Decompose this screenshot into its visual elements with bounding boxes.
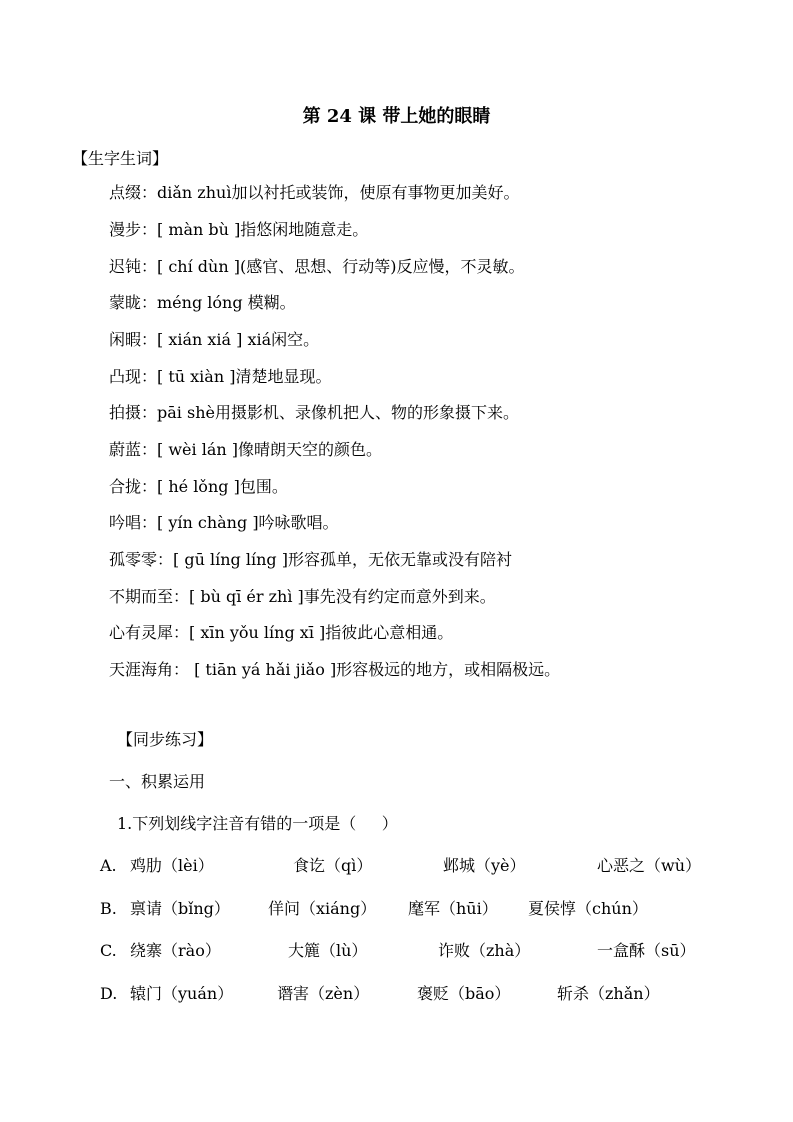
option-item: 诈败（zhà） bbox=[438, 941, 531, 960]
vocab-item: 闲暇：[ xián xiá ] xiá闲空。 bbox=[109, 330, 320, 349]
vocab-item: 孤零零：[ gū líng líng ]形容孤单，无依无靠或没有陪衬 bbox=[109, 550, 512, 569]
option-row-a bbox=[100, 855, 740, 877]
vocab-item: 点缀：diǎn zhuì加以衬托或装饰，使原有事物更加美好。 bbox=[109, 183, 520, 202]
option-item: 斩杀（zhǎn） bbox=[557, 984, 660, 1003]
option-item: 邺城（yè） bbox=[443, 856, 526, 875]
option-item: 绕寨（rào） bbox=[130, 941, 221, 960]
section-heading: 一、积累运用 bbox=[109, 772, 206, 791]
question-text: 1.下列划线字注音有错的一项是（ ） bbox=[117, 814, 398, 833]
vocab-item: 凸现：[ tū xiàn ]清楚地显现。 bbox=[109, 367, 332, 386]
vocab-item: 蔚蓝：[ wèi lán ]像晴朗天空的颜色。 bbox=[109, 440, 382, 459]
page-title: 第 24 课 带上她的眼睛 bbox=[302, 106, 491, 127]
option-item: 大簏（lù） bbox=[288, 941, 368, 960]
option-item: 褒贬（bāo） bbox=[417, 984, 511, 1003]
option-item: 夏侯惇（chún） bbox=[528, 899, 648, 918]
option-item: 佯问（xiáng） bbox=[268, 899, 377, 918]
vocab-item: 拍摄：pāi shè用摄影机、录像机把人、物的形象摄下来。 bbox=[109, 403, 519, 422]
option-item: 谮害（zèn） bbox=[277, 984, 370, 1003]
option-label: B. bbox=[100, 899, 117, 918]
option-item: 辕门（yuán） bbox=[130, 984, 234, 1003]
vocab-heading: 【生字生词】 bbox=[72, 149, 169, 168]
vocab-item: 不期而至：[ bù qī ér zhì ]事先没有约定而意外到来。 bbox=[109, 587, 496, 606]
option-item: 禀请（bǐng） bbox=[130, 899, 230, 918]
option-row-b bbox=[100, 898, 740, 920]
vocab-item: 心有灵犀：[ xīn yǒu líng xī ]指彼此心意相通。 bbox=[109, 623, 454, 642]
vocab-item: 蒙眬：méng lóng 模糊。 bbox=[109, 293, 296, 312]
vocab-item: 吟唱：[ yín chàng ]吟咏歌唱。 bbox=[109, 513, 339, 532]
vocab-item: 漫步：[ màn bù ]指悠闲地随意走。 bbox=[109, 220, 369, 239]
practice-heading: 【同步练习】 bbox=[117, 730, 214, 749]
option-label: A. bbox=[100, 856, 117, 875]
option-label: D. bbox=[100, 984, 118, 1003]
option-item: 鸡肋（lèi） bbox=[130, 856, 214, 875]
option-item: 食讫（qì） bbox=[293, 856, 373, 875]
option-row-c bbox=[100, 940, 740, 962]
vocab-item: 合拢：[ hé lǒng ]包围。 bbox=[109, 477, 288, 496]
vocab-item: 天涯海角： [ tiān yá hǎi jiǎo ]形容极远的地方，或相隔极远。 bbox=[109, 660, 561, 679]
option-label: C. bbox=[100, 941, 117, 960]
option-row-d bbox=[100, 983, 740, 1005]
option-item: 麾军（hūi） bbox=[408, 899, 498, 918]
option-item: 一盒酥（sū） bbox=[597, 941, 696, 960]
vocab-item: 迟钝：[ chí dùn ](感官、思想、行动等)反应慢，不灵敏。 bbox=[109, 257, 525, 276]
option-item: 心恶之（wù） bbox=[597, 856, 702, 875]
